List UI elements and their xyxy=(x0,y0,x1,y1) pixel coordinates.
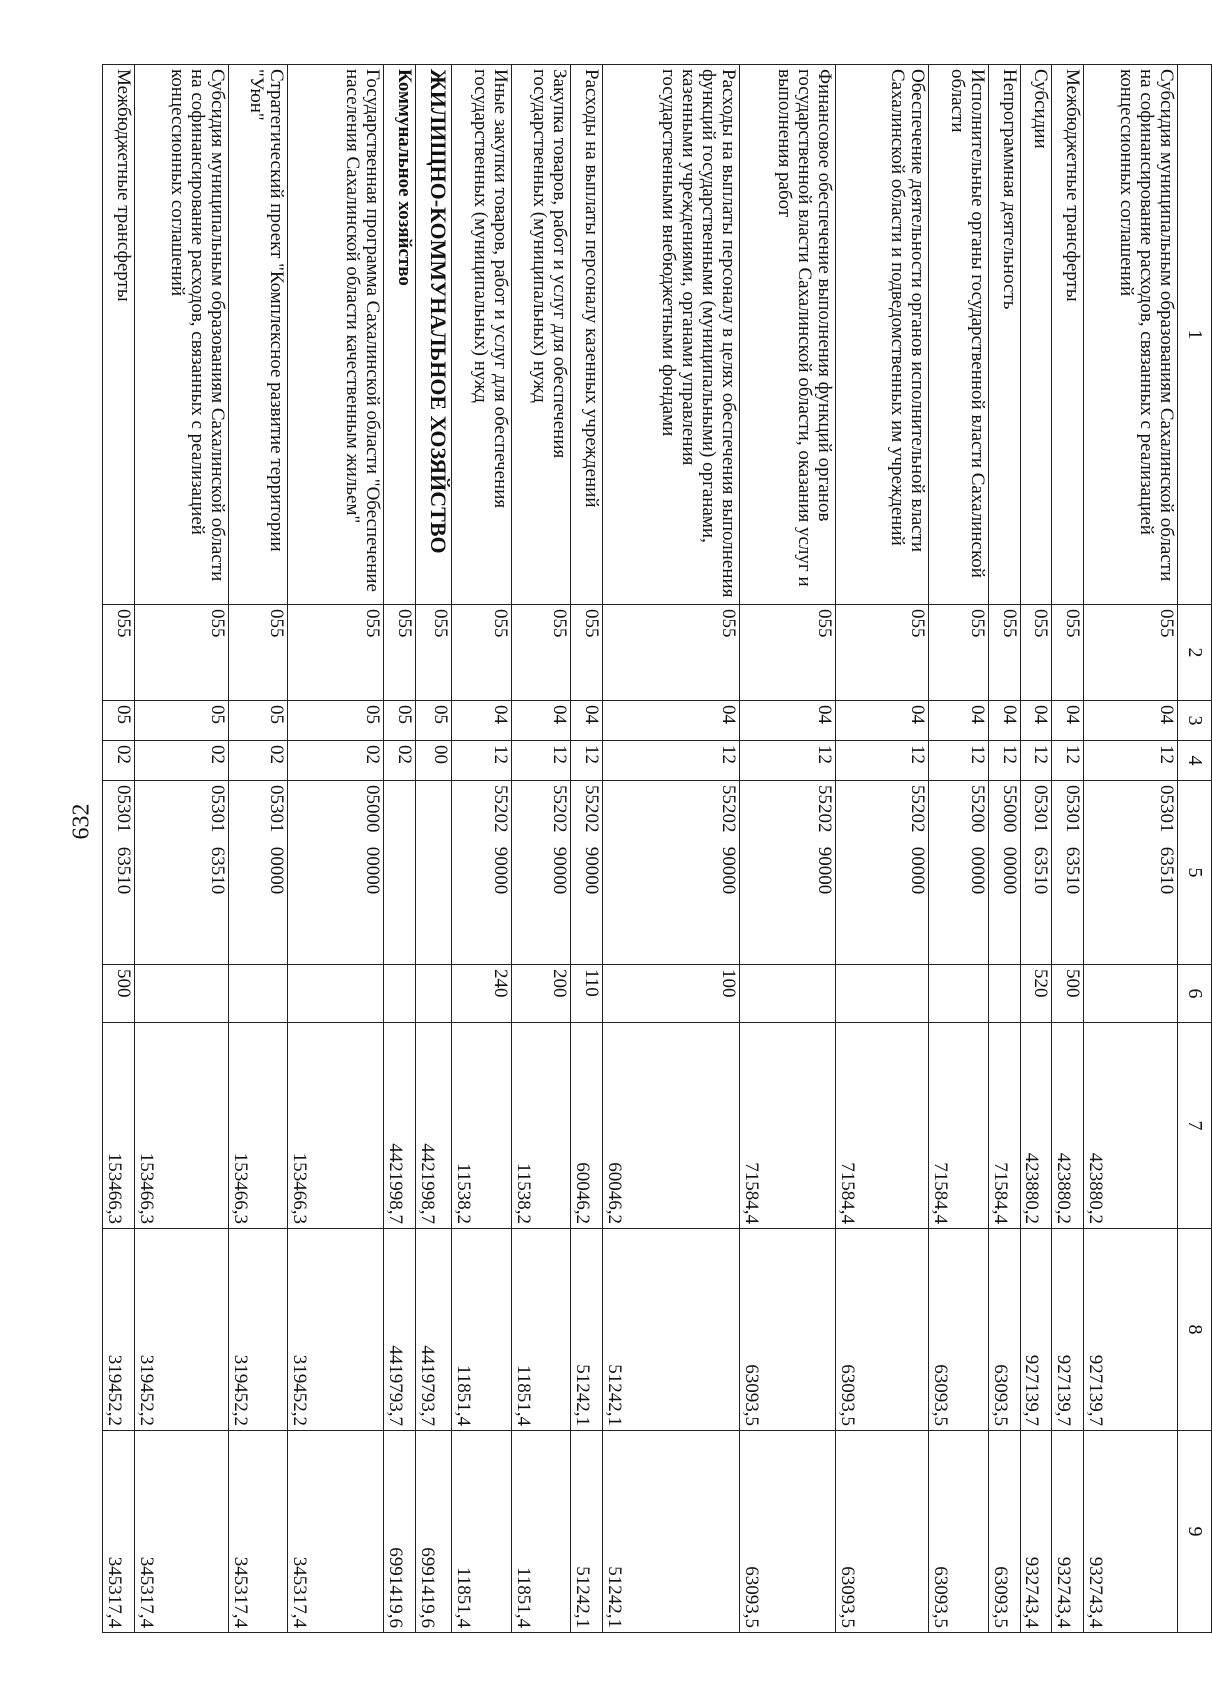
table-row xyxy=(415,65,452,1633)
row-expense-type-cell xyxy=(135,965,229,1023)
row-amount-cell: 6991419,6 xyxy=(383,1431,415,1633)
row-subsection-cell: 12 xyxy=(570,741,602,781)
row-amount-cell: 319452,2 xyxy=(287,1229,383,1431)
row-subsection-cell: 12 xyxy=(739,741,835,781)
row-expense-type-cell xyxy=(988,965,1020,1023)
row-target-article-cell: 05301 63510 xyxy=(1052,781,1084,965)
row-name-cell: Субсидия муниципальным образованиям Сахалинской области на софинансирование расходов, связанных с реализацией концессионных соглашений xyxy=(1084,65,1178,605)
row-expense-type-cell xyxy=(383,965,415,1023)
row-admin-code-cell: 055 xyxy=(988,605,1020,701)
col-header-3: 3 xyxy=(1178,701,1212,741)
row-amount-cell: 63093,5 xyxy=(739,1229,835,1431)
budget-table xyxy=(102,64,1212,1633)
row-subsection-cell: 00 xyxy=(415,741,452,781)
row-target-article-cell: 05301 63510 xyxy=(1020,781,1052,965)
table-row xyxy=(452,65,511,1633)
row-expense-type-cell: 240 xyxy=(452,965,511,1023)
table-row xyxy=(1052,65,1084,1633)
row-section-cell: 05 xyxy=(383,701,415,741)
row-expense-type-cell xyxy=(1084,965,1178,1023)
row-amount-cell: 63093,5 xyxy=(929,1431,988,1633)
row-target-article-cell: 05301 00000 xyxy=(228,781,287,965)
row-name-cell: Финансовое обеспечение выполнения функций органов государственной власти Сахалинской области, оказания услуг и выполнения работ xyxy=(739,65,835,605)
row-amount-cell: 51242,1 xyxy=(570,1229,602,1431)
row-expense-type-cell: 200 xyxy=(511,965,570,1023)
row-amount-cell: 4419793,7 xyxy=(383,1229,415,1431)
row-subsection-cell: 12 xyxy=(929,741,988,781)
row-target-article-cell: 55200 00000 xyxy=(929,781,988,965)
row-amount-cell: 11538,2 xyxy=(452,1023,511,1229)
row-expense-type-cell xyxy=(415,965,452,1023)
row-amount-cell: 11851,4 xyxy=(511,1229,570,1431)
row-name-cell: Межбюджетные трансферты xyxy=(1052,65,1084,605)
row-expense-type-cell xyxy=(287,965,383,1023)
row-subsection-cell: 02 xyxy=(228,741,287,781)
row-expense-type-cell: 500 xyxy=(103,965,135,1023)
table-row xyxy=(1084,65,1178,1633)
row-amount-cell: 63093,5 xyxy=(929,1229,988,1431)
row-amount-cell: 6991419,6 xyxy=(415,1431,452,1633)
row-amount-cell: 153466,3 xyxy=(135,1023,229,1229)
row-name-cell: ЖИЛИЩНО-КОММУНАЛЬНОЕ ХОЗЯЙСТВО xyxy=(415,65,452,605)
row-subsection-cell: 02 xyxy=(135,741,229,781)
col-header-5: 5 xyxy=(1178,781,1212,965)
row-amount-cell: 63093,5 xyxy=(988,1229,1020,1431)
row-target-article-cell: 55000 00000 xyxy=(988,781,1020,965)
col-header-8: 8 xyxy=(1178,1229,1212,1431)
row-subsection-cell: 12 xyxy=(988,741,1020,781)
row-section-cell: 05 xyxy=(135,701,229,741)
row-admin-code-cell: 055 xyxy=(452,605,511,701)
row-expense-type-cell: 520 xyxy=(1020,965,1052,1023)
table-row xyxy=(1020,65,1052,1633)
row-amount-cell: 51242,1 xyxy=(602,1229,739,1431)
row-amount-cell: 71584,4 xyxy=(739,1023,835,1229)
row-amount-cell: 153466,3 xyxy=(103,1023,135,1229)
row-admin-code-cell: 055 xyxy=(511,605,570,701)
row-subsection-cell: 12 xyxy=(1084,741,1178,781)
row-section-cell: 04 xyxy=(511,701,570,741)
row-subsection-cell: 12 xyxy=(452,741,511,781)
row-admin-code-cell: 055 xyxy=(835,605,929,701)
row-amount-cell: 423880,2 xyxy=(1052,1023,1084,1229)
row-admin-code-cell: 055 xyxy=(103,605,135,701)
row-subsection-cell: 12 xyxy=(1020,741,1052,781)
col-header-6: 6 xyxy=(1178,965,1212,1023)
row-name-cell: Стратегический проект "Комплексное развитие территории "Уюн" xyxy=(228,65,287,605)
table-row xyxy=(228,65,287,1633)
row-admin-code-cell: 055 xyxy=(570,605,602,701)
row-section-cell: 04 xyxy=(988,701,1020,741)
row-expense-type-cell xyxy=(929,965,988,1023)
row-name-cell: Непрограммная деятельность xyxy=(988,65,1020,605)
row-target-article-cell xyxy=(415,781,452,965)
row-section-cell: 04 xyxy=(1084,701,1178,741)
row-expense-type-cell: 100 xyxy=(602,965,739,1023)
row-amount-cell: 319452,2 xyxy=(228,1229,287,1431)
table-row xyxy=(383,65,415,1633)
row-amount-cell: 4419793,7 xyxy=(415,1229,452,1431)
table-body xyxy=(103,65,1178,1633)
row-admin-code-cell: 055 xyxy=(739,605,835,701)
row-target-article-cell xyxy=(383,781,415,965)
table-row xyxy=(739,65,835,1633)
row-section-cell: 04 xyxy=(570,701,602,741)
row-amount-cell: 63093,5 xyxy=(988,1431,1020,1633)
row-name-cell: Межбюджетные трансферты xyxy=(103,65,135,605)
row-section-cell: 04 xyxy=(739,701,835,741)
row-amount-cell: 345317,4 xyxy=(135,1431,229,1633)
row-amount-cell: 423880,2 xyxy=(1084,1023,1178,1229)
row-target-article-cell: 55202 90000 xyxy=(739,781,835,965)
row-section-cell: 05 xyxy=(103,701,135,741)
row-target-article-cell: 55202 90000 xyxy=(452,781,511,965)
row-amount-cell: 153466,3 xyxy=(228,1023,287,1229)
table-row xyxy=(988,65,1020,1633)
row-amount-cell: 927139,7 xyxy=(1084,1229,1178,1431)
row-amount-cell: 63093,5 xyxy=(835,1431,929,1633)
row-amount-cell: 153466,3 xyxy=(287,1023,383,1229)
row-name-cell: Иные закупки товаров, работ и услуг для обеспечения государственных (муниципальных) нужд xyxy=(452,65,511,605)
col-header-1: 1 xyxy=(1178,65,1212,605)
row-amount-cell: 932743,4 xyxy=(1084,1431,1178,1633)
row-subsection-cell: 12 xyxy=(1052,741,1084,781)
row-amount-cell: 71584,4 xyxy=(929,1023,988,1229)
row-amount-cell: 345317,4 xyxy=(228,1431,287,1633)
row-name-cell: Расходы на выплаты персоналу казенных учреждений xyxy=(570,65,602,605)
row-amount-cell: 63093,5 xyxy=(739,1431,835,1633)
row-admin-code-cell: 055 xyxy=(228,605,287,701)
row-name-cell: Субсидия муниципальным образованиям Сахалинской области на софинансирование расходов, связанных с реализацией концессионных соглашений xyxy=(135,65,229,605)
row-amount-cell: 51242,1 xyxy=(602,1431,739,1633)
row-section-cell: 04 xyxy=(1052,701,1084,741)
row-amount-cell: 63093,5 xyxy=(835,1229,929,1431)
row-name-cell: Субсидии xyxy=(1020,65,1052,605)
row-admin-code-cell: 055 xyxy=(929,605,988,701)
row-expense-type-cell xyxy=(739,965,835,1023)
table-row xyxy=(929,65,988,1633)
row-expense-type-cell: 110 xyxy=(570,965,602,1023)
row-amount-cell: 932743,4 xyxy=(1020,1431,1052,1633)
header-row xyxy=(1178,65,1212,1633)
row-target-article-cell: 05000 00000 xyxy=(287,781,383,965)
row-section-cell: 04 xyxy=(1020,701,1052,741)
rotated-page xyxy=(102,64,1212,1632)
row-subsection-cell: 12 xyxy=(511,741,570,781)
row-target-article-cell: 55202 90000 xyxy=(570,781,602,965)
row-amount-cell: 11538,2 xyxy=(511,1023,570,1229)
row-section-cell: 04 xyxy=(835,701,929,741)
row-name-cell: Закупка товаров, работ и услуг для обеспечения государственных (муниципальных) нужд xyxy=(511,65,570,605)
row-section-cell: 05 xyxy=(287,701,383,741)
row-amount-cell: 927139,7 xyxy=(1020,1229,1052,1431)
row-amount-cell: 319452,2 xyxy=(135,1229,229,1431)
row-name-cell: Государственная программа Сахалинской области "Обеспечение населения Сахалинской области качественным жильем" xyxy=(287,65,383,605)
table-row xyxy=(287,65,383,1633)
row-amount-cell: 4421998,7 xyxy=(383,1023,415,1229)
row-name-cell: Коммунальное хозяйство xyxy=(383,65,415,605)
row-name-cell: Расходы на выплаты персоналу в целях обеспечения выполнения функций государственными (муниципальными) органами, казенными учреждениями, органами управления государственными внебюджетными фондами xyxy=(602,65,739,605)
table-row xyxy=(835,65,929,1633)
row-admin-code-cell: 055 xyxy=(287,605,383,701)
row-amount-cell: 71584,4 xyxy=(988,1023,1020,1229)
row-target-article-cell: 55202 90000 xyxy=(511,781,570,965)
row-subsection-cell: 02 xyxy=(383,741,415,781)
row-amount-cell: 11851,4 xyxy=(452,1229,511,1431)
table-row xyxy=(570,65,602,1633)
row-target-article-cell: 55202 00000 xyxy=(835,781,929,965)
row-amount-cell: 60046,2 xyxy=(570,1023,602,1229)
row-amount-cell: 4421998,7 xyxy=(415,1023,452,1229)
row-admin-code-cell: 055 xyxy=(383,605,415,701)
col-header-4: 4 xyxy=(1178,741,1212,781)
row-target-article-cell: 05301 63510 xyxy=(1084,781,1178,965)
row-amount-cell: 927139,7 xyxy=(1052,1229,1084,1431)
row-target-article-cell: 55202 90000 xyxy=(602,781,739,965)
row-section-cell: 04 xyxy=(929,701,988,741)
col-header-9: 9 xyxy=(1178,1431,1212,1633)
row-section-cell: 04 xyxy=(602,701,739,741)
row-admin-code-cell: 055 xyxy=(1052,605,1084,701)
row-name-cell: Обеспечение деятельности органов исполнительной власти Сахалинской области и подведомственных им учреждений xyxy=(835,65,929,605)
col-header-2: 2 xyxy=(1178,605,1212,701)
row-admin-code-cell: 055 xyxy=(1084,605,1178,701)
row-target-article-cell: 05301 63510 xyxy=(135,781,229,965)
row-amount-cell: 11851,4 xyxy=(511,1431,570,1633)
table-row xyxy=(602,65,739,1633)
row-section-cell: 05 xyxy=(228,701,287,741)
row-section-cell: 04 xyxy=(452,701,511,741)
row-admin-code-cell: 055 xyxy=(135,605,229,701)
row-expense-type-cell xyxy=(835,965,929,1023)
row-admin-code-cell: 055 xyxy=(602,605,739,701)
row-expense-type-cell xyxy=(228,965,287,1023)
col-header-7: 7 xyxy=(1178,1023,1212,1229)
row-amount-cell: 345317,4 xyxy=(287,1431,383,1633)
row-amount-cell: 345317,4 xyxy=(103,1431,135,1633)
row-subsection-cell: 12 xyxy=(602,741,739,781)
row-admin-code-cell: 055 xyxy=(415,605,452,701)
row-amount-cell: 60046,2 xyxy=(602,1023,739,1229)
row-amount-cell: 423880,2 xyxy=(1020,1023,1052,1229)
row-amount-cell: 71584,4 xyxy=(835,1023,929,1229)
row-subsection-cell: 12 xyxy=(835,741,929,781)
row-expense-type-cell: 500 xyxy=(1052,965,1084,1023)
row-target-article-cell: 05301 63510 xyxy=(103,781,135,965)
row-amount-cell: 319452,2 xyxy=(103,1229,135,1431)
row-name-cell: Исполнительные органы государственной власти Сахалинской области xyxy=(929,65,988,605)
row-amount-cell: 932743,4 xyxy=(1052,1431,1084,1633)
row-subsection-cell: 02 xyxy=(287,741,383,781)
row-subsection-cell: 02 xyxy=(103,741,135,781)
row-amount-cell: 51242,1 xyxy=(570,1431,602,1633)
row-admin-code-cell: 055 xyxy=(1020,605,1052,701)
table-row xyxy=(135,65,229,1633)
row-amount-cell: 11851,4 xyxy=(452,1431,511,1633)
table-row xyxy=(103,65,135,1633)
page-number: 632 xyxy=(68,803,95,840)
table-row xyxy=(511,65,570,1633)
row-section-cell: 05 xyxy=(415,701,452,741)
